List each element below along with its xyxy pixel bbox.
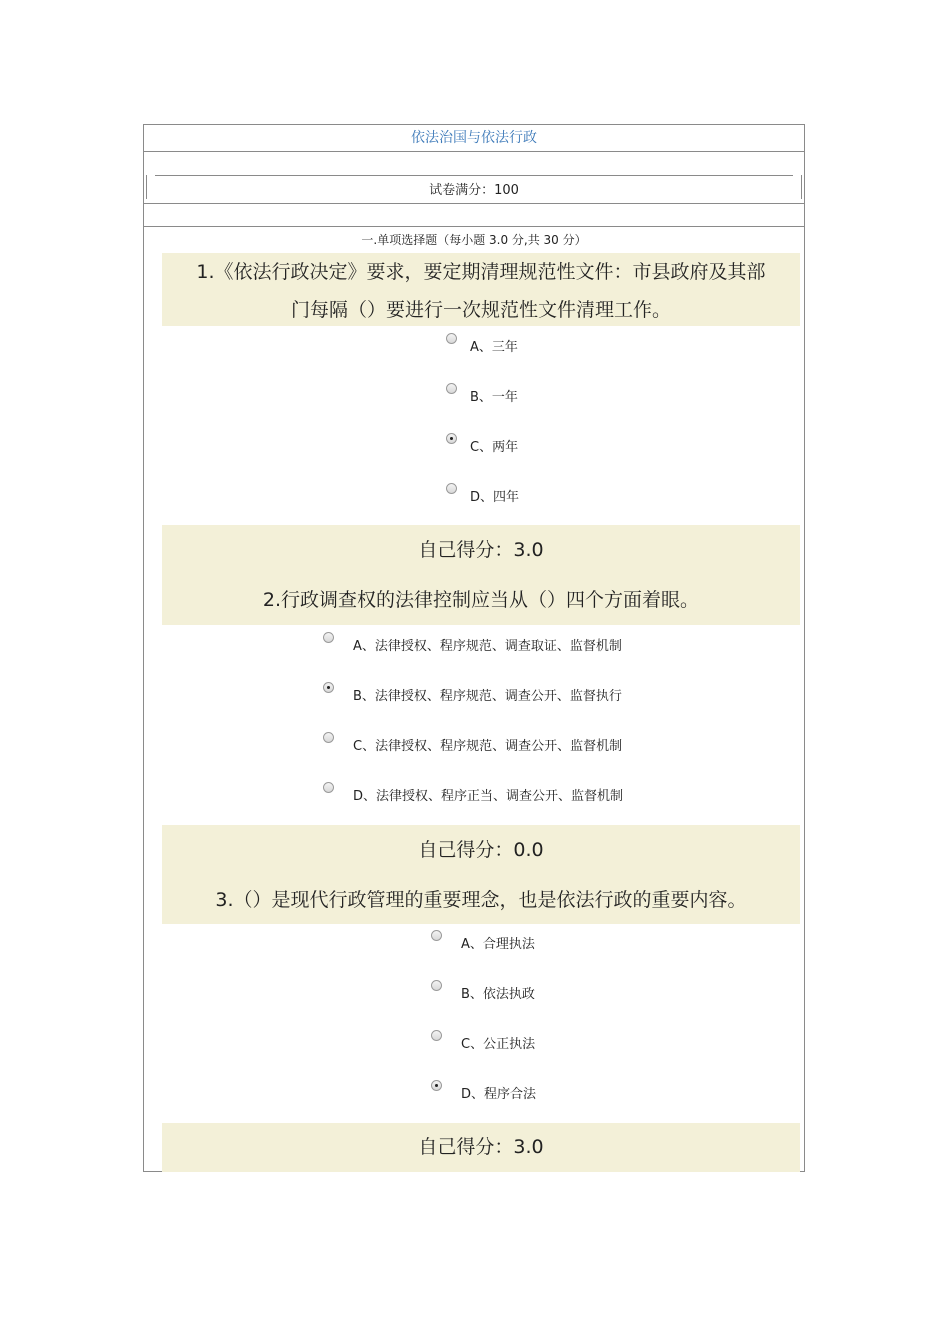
question-2-score: 自己得分：0.0 xyxy=(418,839,544,861)
option-label: A、三年 xyxy=(470,340,518,355)
radio-button[interactable] xyxy=(323,732,334,743)
option-label: D、程序合法 xyxy=(461,1087,537,1102)
radio-button[interactable] xyxy=(446,333,457,344)
radio-button[interactable] xyxy=(431,1030,442,1041)
total-score: 试卷满分：100 xyxy=(429,183,519,198)
radio-button[interactable] xyxy=(431,930,442,941)
question-3-score: 自己得分：3.0 xyxy=(418,1136,544,1158)
divider xyxy=(144,203,804,204)
radio-button[interactable] xyxy=(431,980,442,991)
option-label: D、法律授权、程序正当、调查公开、监督机制 xyxy=(353,789,624,804)
question-1-score: 自己得分：3.0 xyxy=(418,539,544,561)
option-label: D、四年 xyxy=(470,490,520,505)
radio-button[interactable] xyxy=(446,383,457,394)
total-score-box xyxy=(146,175,802,199)
section-title: 一.单项选择题（每小题 3.0 分,共 30 分） xyxy=(361,233,587,247)
radio-button[interactable] xyxy=(323,782,334,793)
question-1-text-cont: 门每隔（）要进行一次规范性文件清理工作。 xyxy=(290,299,671,321)
option-label: C、公正执法 xyxy=(461,1037,536,1052)
option-label: A、合理执法 xyxy=(461,937,535,952)
question-3-block xyxy=(162,825,800,924)
divider xyxy=(144,226,804,227)
radio-button-checked[interactable] xyxy=(446,433,457,444)
option-label: A、法律授权、程序规范、调查取证、监督机制 xyxy=(353,639,622,654)
radio-button-checked[interactable] xyxy=(431,1080,442,1091)
question-2-text: 2.行政调查权的法律控制应当从（）四个方面着眼。 xyxy=(262,589,700,611)
question-3-text: 3.（）是现代行政管理的重要理念，也是依法行政的重要内容。 xyxy=(215,889,747,911)
radio-button[interactable] xyxy=(323,632,334,643)
radio-button-checked[interactable] xyxy=(323,682,334,693)
exam-title: 依法治国与依法行政 xyxy=(144,125,804,152)
option-label: C、法律授权、程序规范、调查公开、监督机制 xyxy=(353,739,623,754)
option-label: B、法律授权、程序规范、调查公开、监督执行 xyxy=(353,689,622,704)
question-1-block xyxy=(162,253,800,326)
radio-button[interactable] xyxy=(446,483,457,494)
question-1-text: 1.《依法行政决定》要求，要定期清理规范性文件：市县政府及其部 xyxy=(196,261,766,283)
option-label: B、依法执政 xyxy=(461,987,535,1002)
divider xyxy=(155,175,793,176)
option-label: B、一年 xyxy=(470,390,518,405)
question-3-score-block xyxy=(162,1123,800,1172)
option-label: C、两年 xyxy=(470,440,519,455)
question-2-block xyxy=(162,525,800,625)
